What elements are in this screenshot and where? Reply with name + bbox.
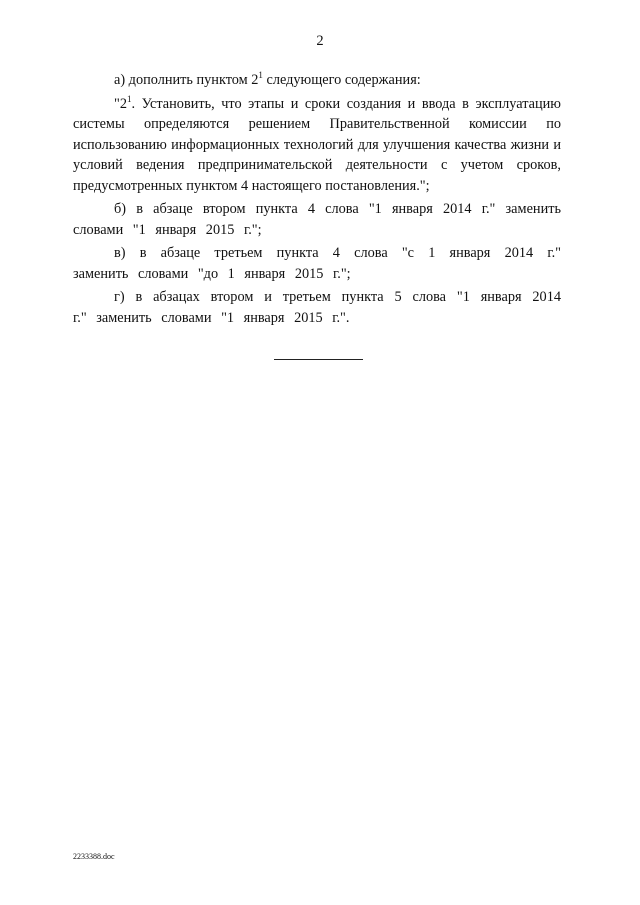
paragraph-v: в) в абзаце третьем пункта 4 слова "с 1 января 2014 г." заменить словами "до 1 января 2015 г."; <box>73 245 561 282</box>
document-body <box>73 70 561 331</box>
paragraph-quote-text-start: "2 <box>114 95 127 112</box>
end-separator-line <box>274 359 363 360</box>
page-number: 2 <box>316 33 324 49</box>
paragraph-b: б) в абзаце втором пункта 4 слова "1 января 2014 г." заменить словами "1 января 2015 г."; <box>73 201 561 238</box>
paragraph-a-superscript: 1 <box>258 70 263 80</box>
paragraph-quote-superscript: 1 <box>127 93 132 104</box>
paragraph-g: г) в абзацах втором и третьем пункта 5 слова "1 января 2014 г." заменить словами "1 января 2015 г.". <box>73 289 561 326</box>
paragraph-quote-text-end: . Установить, что этапы и сроки создания и ввода в эксплуатацию системы определяются решением Правительственной комиссии по использованию информационных технологий для улучшения качества жизни и условий ведения предпринимательской деятельности с учетом сроков, предусмотренных пунктом 4 настоящего постановления."; <box>73 95 561 194</box>
paragraph-a <box>73 70 561 91</box>
document-code: 2233388.doc <box>73 852 115 861</box>
paragraph-quote <box>73 94 561 197</box>
paragraph-a-text-end: следующего содержания: <box>262 72 421 88</box>
paragraph-a-text-start: а) дополнить пунктом 2 <box>114 72 259 88</box>
